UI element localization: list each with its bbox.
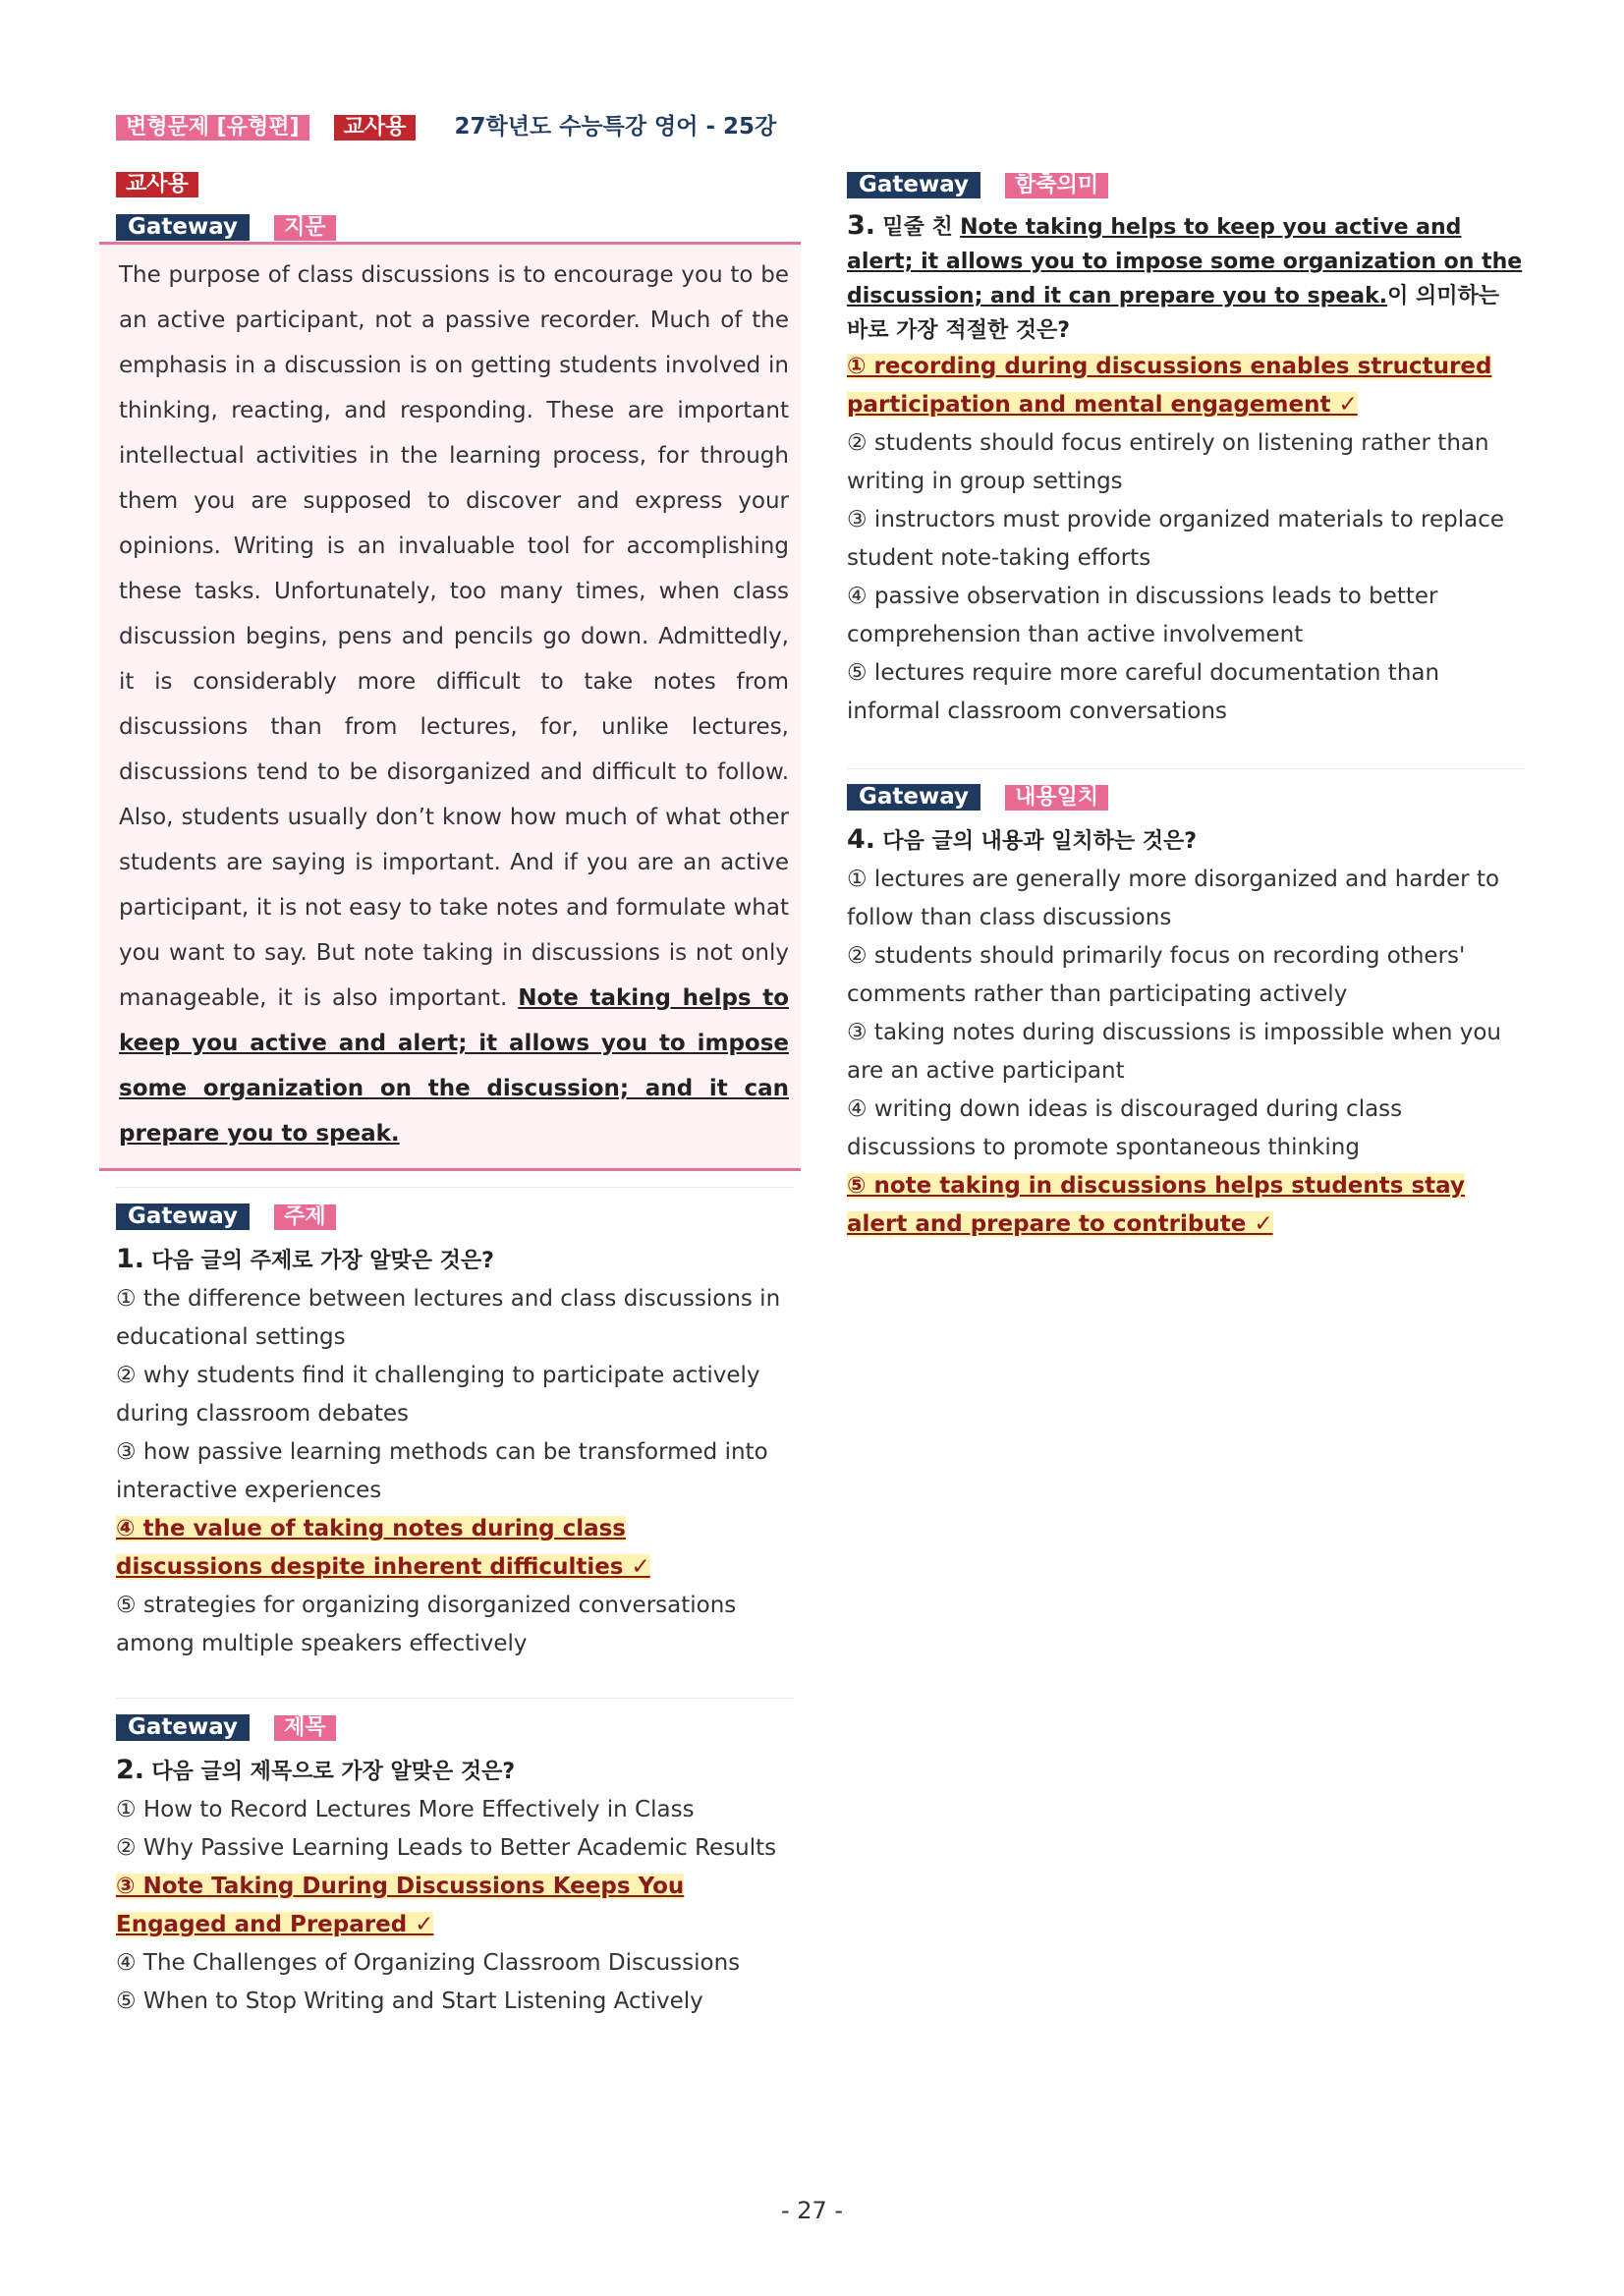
teacher-tag: 교사용: [334, 115, 417, 140]
q2-number: 2.: [116, 1755, 145, 1785]
question-1: [116, 1240, 794, 1663]
q1-option-1: ① the difference between lectures and class discussions in educational settings: [116, 1286, 781, 1350]
q3-option-4: ④ passive observation in discussions leads to better comprehension than active involvement: [847, 584, 1438, 647]
q3-option-2: ② students should focus entirely on listening rather than writing in group settings: [847, 430, 1489, 494]
question-3: [847, 208, 1525, 731]
q1-header: Gateway 주제: [116, 1204, 336, 1230]
question-2: [116, 1751, 794, 2021]
divider: [116, 1187, 794, 1188]
divider: [847, 768, 1525, 769]
q3-underlined-sentence: Note taking helps to keep you active and alert; it allows you to impose some organization on the discussion; and it can prepare you to speak.: [847, 215, 1523, 308]
q2-option-1: ① How to Record Lectures More Effectively in Class: [116, 1797, 695, 1822]
q4-option-1: ① lectures are generally more disorganized and harder to follow than class discussions: [847, 867, 1500, 930]
q1-title: 다음 글의 주제로 가장 알맞은 것은?: [151, 1249, 494, 1273]
q4-number: 4.: [847, 824, 876, 855]
q3-title-pre: 밑줄 친: [882, 215, 953, 240]
q4-option-5-answer: ⑤ note taking in discussions helps students stay alert and prepare to contribute ✓: [847, 1173, 1465, 1237]
page-title: 27학년도 수능특강 영어 - 25강: [454, 114, 777, 140]
q4-header: Gateway 내용일치: [847, 784, 1108, 811]
passage-key-sentence: Note taking helps to keep you active and alert; it allows you to impose some organization on the discussion; and it can prepare you to speak.: [119, 985, 789, 1147]
q3-option-5: ⑤ lectures require more careful documentation than informal classroom conversations: [847, 660, 1440, 724]
passage-text: [119, 252, 789, 1156]
header-tags: [116, 108, 776, 140]
passage-tag: 지문: [274, 215, 336, 241]
divider: [116, 1698, 794, 1699]
q2-option-4: ④ The Challenges of Organizing Classroom Discussions: [116, 1950, 741, 1976]
q2-header: Gateway 제목: [116, 1714, 336, 1741]
q1-option-5: ⑤ strategies for organizing disorganized conversations among multiple speakers effectively: [116, 1593, 737, 1656]
q3-header: Gateway 함축의미: [847, 172, 1108, 198]
passage-header: [116, 214, 336, 241]
q2-option-3-answer: ③ Note Taking During Discussions Keeps You Engaged and Prepared ✓: [116, 1874, 685, 1937]
q2-title: 다음 글의 제목으로 가장 알맞은 것은?: [151, 1760, 516, 1784]
q3-option-3: ③ instructors must provide organized materials to replace student note-taking efforts: [847, 507, 1504, 571]
gateway-tag: Gateway: [116, 214, 250, 241]
q3-number: 3.: [847, 210, 876, 241]
teacher-label: 교사용: [116, 172, 198, 197]
q1-option-4-answer: ④ the value of taking notes during class discussions despite inherent difficulties ✓: [116, 1516, 650, 1580]
passage-body: The purpose of class discussions is to encourage you to be an active participant, not a passive recorder. Much of the emphasis in a discussion is on getting students involved in thinking, reacting, and responding. These are important intellectual activities in the learning process, for through them you are supposed to discover and express your opinions. Writing is an invaluable tool for accomplishing these tasks. Unfortunately, too many times, when class discussion begins, pens and pencils go down. Admittedly, it is considerably more difficult to take notes from discussions than from lectures, for, unlike lectures, discussions tend to be disorganized and difficult to follow. Also, students usually don’t know how much of what other students are saying is important. And if you are an active participant, it is not easy to take notes and formulate what you want to say. But note taking in discussions is not only manageable, it is also important.: [119, 262, 789, 1011]
q1-option-2: ② why students find it challenging to participate actively during classroom debates: [116, 1363, 760, 1427]
q3-title-post: 이 의미하는 바로 가장 적절한 것은?: [847, 284, 1500, 343]
q1-option-3: ③ how passive learning methods can be transformed into interactive experiences: [116, 1439, 768, 1503]
q4-option-4: ④ writing down ideas is discouraged during class discussions to promote spontaneous thinking: [847, 1096, 1403, 1160]
q4-title: 다음 글의 내용과 일치하는 것은?: [882, 829, 1198, 854]
q2-option-2: ② Why Passive Learning Leads to Better Academic Results: [116, 1835, 777, 1861]
q4-option-3: ③ taking notes during discussions is impossible when you are an active participant: [847, 1020, 1502, 1084]
q4-option-2: ② students should primarily focus on recording others' comments rather than participating actively: [847, 943, 1466, 1007]
q1-number: 1.: [116, 1244, 145, 1274]
question-4: [847, 820, 1525, 1244]
q2-option-5: ⑤ When to Stop Writing and Start Listening Actively: [116, 1988, 703, 2014]
variant-tag: 변형문제 [유형편]: [116, 115, 309, 140]
q3-option-1-answer: ① recording during discussions enables structured participation and mental engagement ✓: [847, 354, 1492, 418]
passage-box: [99, 242, 801, 1171]
page-number: - 27 -: [780, 2197, 844, 2224]
